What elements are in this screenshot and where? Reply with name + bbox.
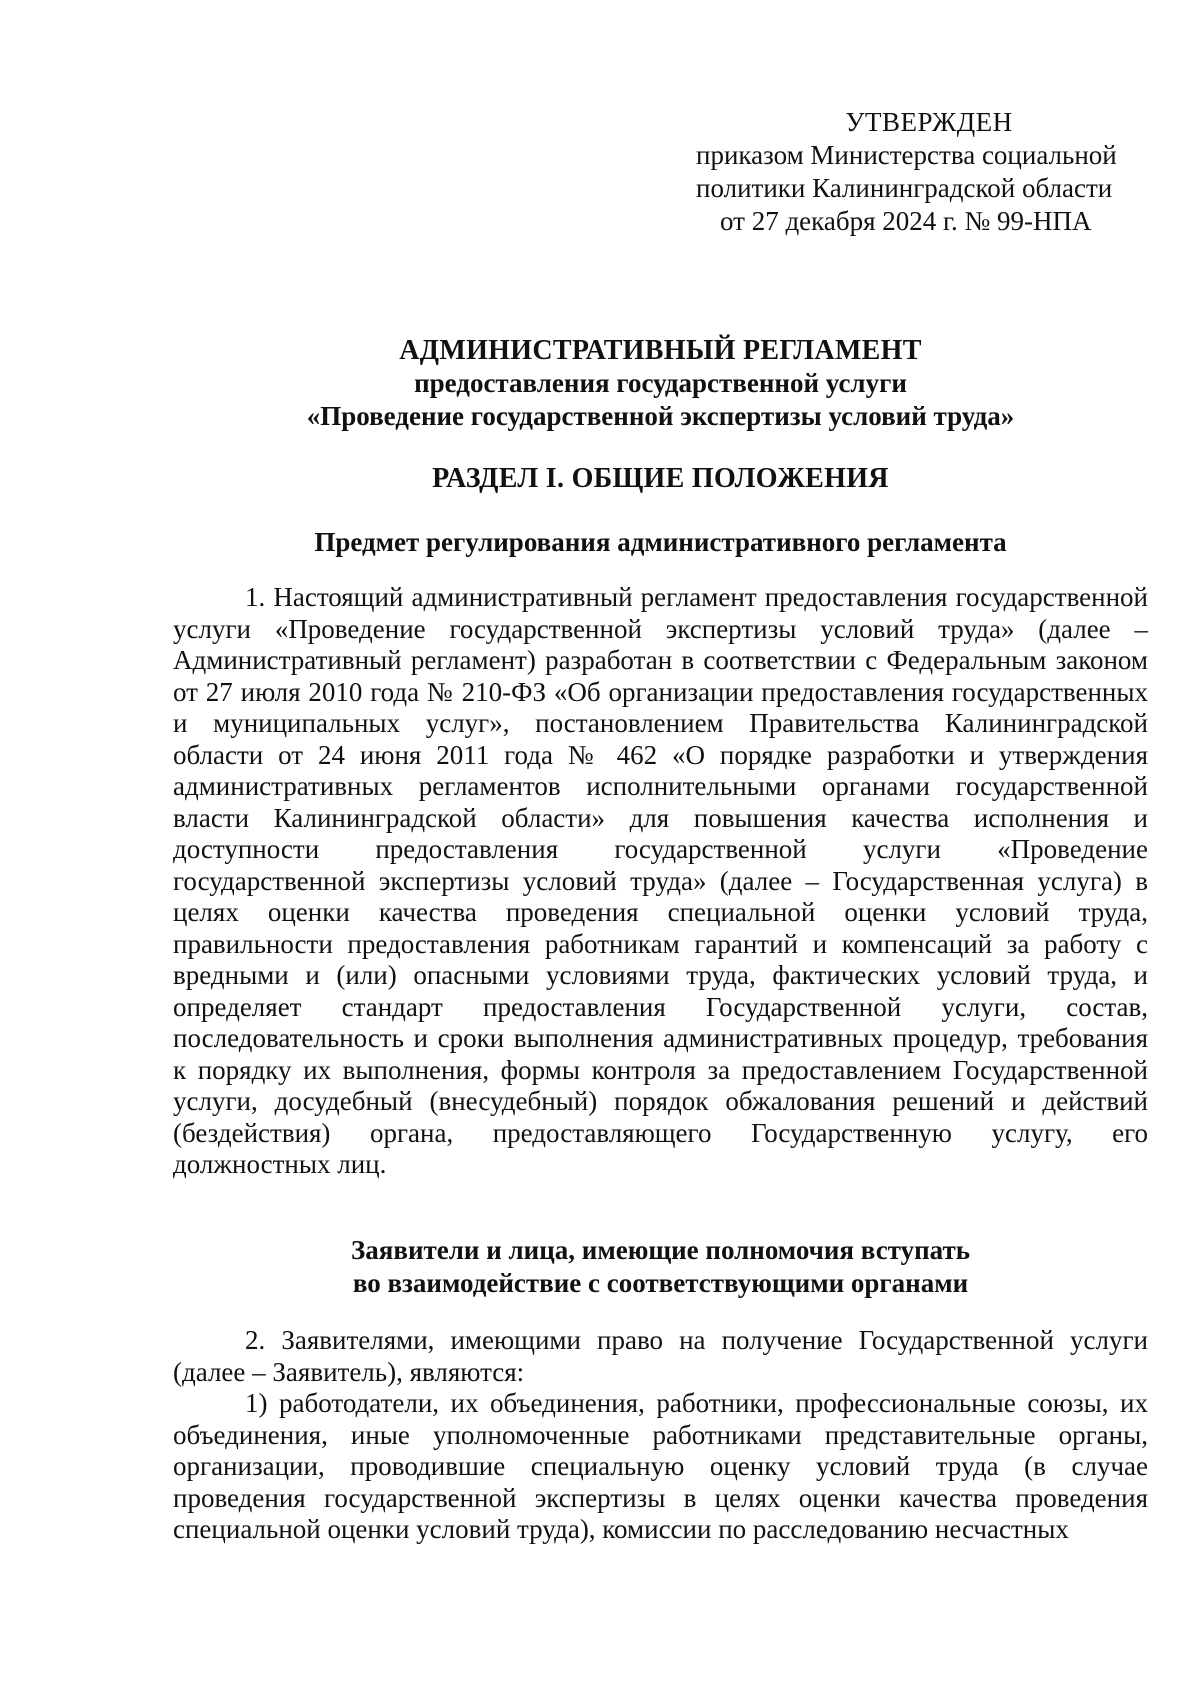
paragraph-2: 2. Заявителями, имеющими право на получение Государственной услуги (далее – Заявитель), являются: — [173, 1325, 1148, 1387]
applicants-heading-line-1: Заявители и лица, имеющие полномочия вступать — [351, 1235, 970, 1265]
document-subtitle-1: предоставления государственной услуги — [414, 368, 907, 398]
approval-line-1: приказом Министерства социальной — [696, 140, 1117, 170]
applicants-heading-block — [173, 1234, 1148, 1300]
subject-heading: Предмет регулирования административного регламента — [314, 527, 1007, 557]
document-title: АДМИНИСТРАТИВНЫЙ РЕГЛАМЕНТ — [399, 335, 922, 366]
approval-stamp-block — [696, 106, 1136, 238]
section-title-block — [173, 462, 1148, 495]
paragraph-1-block — [173, 582, 1148, 1181]
paragraph-2-block — [173, 1325, 1148, 1546]
document-subtitle-2: «Проведение государственной экспертизы условий труда» — [306, 401, 1015, 431]
document-title-block — [173, 334, 1148, 433]
paragraph-2-item-1: 1) работодатели, их объединения, работники, профессиональные союзы, их объединения, иные уполномоченные работниками представительные органы, организации, проводившие специальную оценку условий труда (в случае проведения государственной экспертизы в целях оценки качества проведения специальной оценки условий труда), комиссии по расследованию несчастных — [173, 1388, 1148, 1544]
approval-title: УТВЕРЖДЕН — [845, 107, 1013, 137]
subject-heading-block — [173, 526, 1148, 559]
approval-line-2: политики Калининградской области — [696, 173, 1113, 203]
approval-date-line: от 27 декабря 2024 г. № 99-НПА — [720, 206, 1092, 236]
applicants-heading-line-2: во взаимодействие с соответствующими органами — [352, 1268, 969, 1298]
paragraph-1: 1. Настоящий административный регламент предоставления государственной услуги «Проведение государственной экспертизы условий труда» (далее – Административный регламент) разработан в соответствии с Федеральным законом от 27 июля 2010 года № 210-ФЗ «Об организации предоставления государственных и муниципальных услуг», постановлением Правительства Калининградской области от 24 июня 2011 года № 462 «О порядке разработки и утверждения административных регламентов исполнительными органами государственной власти Калининградской области» для повышения качества исполнения и доступности предоставления государственной услуги «Проведение государственной экспертизы условий труда» (далее – Государственная услуга) в целях оценки качества проведения специальной оценки условий труда, правильности предоставления работникам гарантий и компенсаций за работу с вредными и (или) опасными условиями труда, фактических условий труда, и определяет стандарт предоставления Государственной услуги, состав, последовательность и сроки выполнения административных процедур, требования к порядку их выполнения, формы контроля за предоставлением Государственной услуги, досудебный (внесудебный) порядок обжалования решений и действий (бездействия) органа, предоставляющего Государственную услугу, его должностных лиц. — [173, 582, 1148, 1179]
section-title: РАЗДЕЛ I. ОБЩИЕ ПОЛОЖЕНИЯ — [432, 463, 889, 494]
